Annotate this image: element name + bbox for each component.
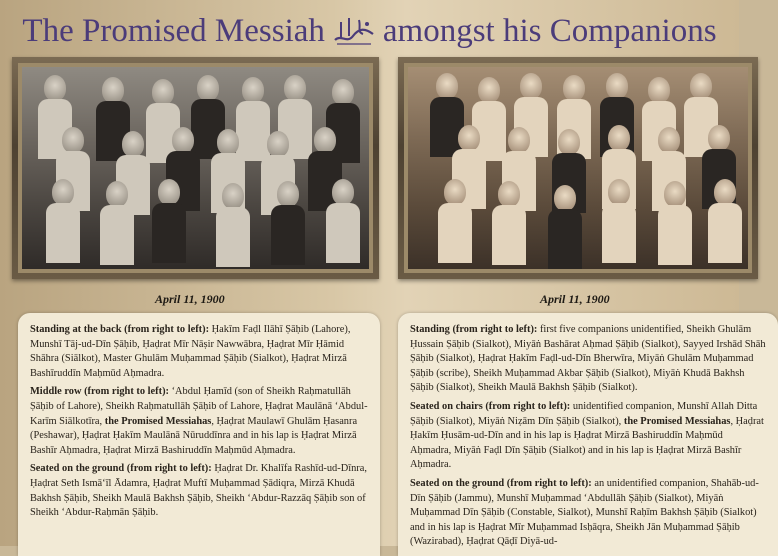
right-standing: Standing (from right to left): first five companions unidentified, Sheikh Ghulām Ḥussain Ṣāḥib (Sialkot), Miyāṅ Bashārat Aḥmad Ṣāḥib (Sialkot), Sayyed Irshād Shāh Ṣāḥib (Sialkot), Ḥaḍrat Ḥakīm Faḍl-ud-Dīn Bherwīra, Miyāṅ Ghulām Muḥammad Ṣāḥib (scribe), Sheikh Muḥammad Akbar Ṣāḥib (Sialkot), Miyāṅ Khudā Bakhsh Ṣāḥib (Sialkot), Sheikh Maulā Bakhsh Ṣāḥib (Sialkot). xyxy=(410,324,766,394)
left-caption-panel xyxy=(18,313,380,556)
left-photo-frame xyxy=(12,57,379,279)
right-caption-panel xyxy=(398,313,778,556)
right-seated-chairs: Seated on chairs (from right to left): unidentified companion, Munshī Allah Ditta Ṣāḥib (Sialkot), Miyāṅ Niẓām Dīn Ṣāḥib (Sialkot), the Promised Messiahas, Ḥaḍrat Ḥakīm Ḥusām-ud-Dīn and in his lap is Ḥaḍrat Mirzā Bashiruddīn Maḥmūd Aḥmadra, Miyāṅ Faḍl Dīn Ṣāḥib (Sialkot) and in his lap is Ḥaḍrat Mirzā Bashīr Aḥmadra. xyxy=(410,400,764,471)
calligraphy-honorific-icon xyxy=(331,14,377,48)
left-group-photo xyxy=(22,67,369,269)
title-left: The Promised Messiah xyxy=(22,12,325,49)
left-seated-ground: Seated on the ground (from right to left): Ḥaḍrat Dr. Khalīfa Rashīd-ud-Dīnra, Ḥaḍrat Seth Ismā‘īl Ādamra, Ḥaḍrat Muftī Muḥammad Ṣādiqra, Mirzā Khudā Bakhsh Ṣāḥib, Sheikh Maulā Bakhsh Ṣāḥib, Sheikh ‘Abdur-Razzāq Ṣāḥib son of Sheikh ‘Abdur-Raḥmān Ṣāḥib. xyxy=(30,463,367,519)
left-photo-date: April 11, 1900 xyxy=(155,292,225,306)
right-photo-frame xyxy=(398,57,758,279)
right-group-photo xyxy=(408,67,748,269)
left-middle-row: Middle row (from right to left): ‘Abdul Ḥamīd (son of Sheikh Raḥmatullāh Ṣāḥib of Lahore), Sheikh Raḥmatullāh Ṣāḥib of Lahore, Ḥaḍrat Maulānā ‘Abdul-Karīm Siālkotīra, the Promised Messiahas, Ḥaḍrat Maulawī Ghulām Ḥasanra (Peshawar), Ḥaḍrat Ḥakīm Maulānā Nūruddīnra and in his lap is Ḥaḍrat Mirzā Bashīr Aḥmadra, Ḥaḍrat Mirzā Bashiruddīn Maḥmūd Aḥmadra. xyxy=(30,386,368,456)
right-seated-ground: Seated on the ground (from right to left): an unidentified companion, Shahāb-ud-Dīn Ṣāḥib (Jammu), Munshī Muḥammad ‘Abdullāh Ṣāḥib (Sialkot), Miyāṅ Muḥammad Dīn Ṣāḥib (Constable, Sialkot), Munshī Raḥīm Bakhsh Ṣāḥib (Sialkot) and in his lap is Ḥaḍrat Mīr Muḥammad Isḥāqra, Sheikh Jān Muḥammad Ṣāḥib (Wazirabad), Ḥaḍrat Qāḍī Diyā-ud- xyxy=(410,477,759,548)
left-standing-back: Standing at the back (from right to left): Ḥakīm Faḍl Ilāhī Ṣāḥib (Lahore), Munshī Tāj-ud-Dīn Ṣāḥib, Ḥaḍrat Mīr Nāṣir Nawwābra, Ḥaḍrat Mīr Ḥāmid Shāhra (Siālkot), Master Ghulām Muḥammad Ṣāḥib (Sialkot), Ḥaḍrat Mirzā Bashīruddīn Maḥmūd Aḥmadra. xyxy=(30,324,351,379)
page-title xyxy=(0,8,739,54)
title-right: amongst his Companions xyxy=(382,12,717,49)
right-photo-date: April 11, 1900 xyxy=(540,292,610,306)
